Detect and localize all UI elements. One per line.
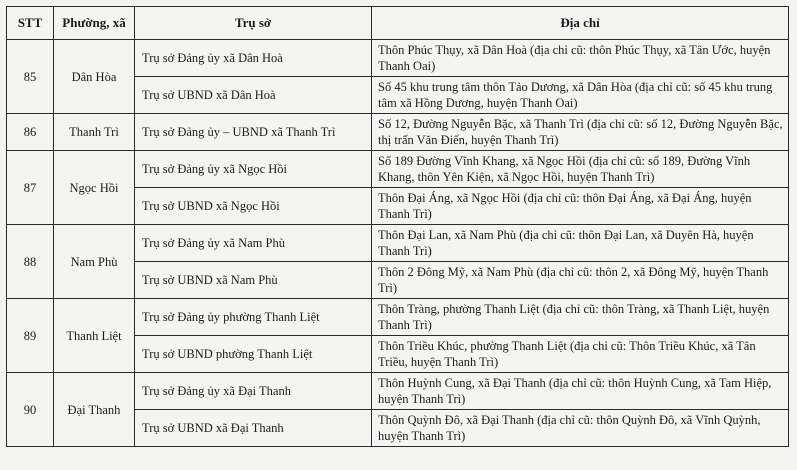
office-cell: Trụ sở Đảng ủy xã Dân Hoà [135,40,372,77]
stt-cell: 87 [7,151,54,225]
table-row [7,299,789,336]
office-cell: Trụ sở Đảng ủy – UBND xã Thanh Trì [135,114,372,151]
office-cell: Trụ sở UBND xã Nam Phù [135,262,372,299]
office-cell: Trụ sở UBND xã Dân Hoà [135,77,372,114]
address-cell: Thôn 2 Đông Mỹ, xã Nam Phù (địa chỉ cũ: thôn 2, xã Đông Mỹ, huyện Thanh Trì) [372,262,789,299]
office-cell: Trụ sở Đảng ủy phường Thanh Liệt [135,299,372,336]
address-cell: Số 12, Đường Nguyễn Bặc, xã Thanh Trì (địa chỉ cũ: số 12, Đường Nguyễn Bặc, thị trấn Văn Điển, huyện Thanh Trì) [372,114,789,151]
header-ward: Phường, xã [54,7,135,40]
address-cell: Thôn Quỳnh Đô, xã Đại Thanh (địa chỉ cũ: thôn Quỳnh Đô, xã Vĩnh Quỳnh, huyện Thanh Trì) [372,410,789,447]
stt-cell: 88 [7,225,54,299]
office-address-table [6,6,789,447]
office-cell: Trụ sở UBND xã Đại Thanh [135,410,372,447]
office-cell: Trụ sở Đảng ủy xã Ngọc Hồi [135,151,372,188]
address-cell: Thôn Đại Áng, xã Ngọc Hồi (địa chỉ cũ: thôn Đại Áng, xã Đại Áng, huyện Thanh Trì) [372,188,789,225]
address-cell: Số 189 Đường Vĩnh Khang, xã Ngọc Hồi (địa chỉ cũ: số 189, Đường Vĩnh Khang, thôn Yên Kiện, xã Ngọc Hồi, huyện Thanh Trì) [372,151,789,188]
address-cell: Thôn Đại Lan, xã Nam Phù (địa chỉ cũ: thôn Đại Lan, xã Duyên Hà, huyện Thanh Trì) [372,225,789,262]
header-address: Địa chỉ [372,7,789,40]
table-row [7,373,789,410]
table-row [7,151,789,188]
address-cell: Thôn Phúc Thụy, xã Dân Hoà (địa chỉ cũ: thôn Phúc Thụy, xã Tân Ước, huyện Thanh Oai) [372,40,789,77]
table-row [7,114,789,151]
table-row [7,40,789,77]
address-cell: Thôn Triều Khúc, phường Thanh Liệt (địa chỉ cũ: Thôn Triều Khúc, xã Tân Triều, huyện Thanh Trì) [372,336,789,373]
ward-cell: Thanh Liệt [54,299,135,373]
ward-cell: Dân Hòa [54,40,135,114]
stt-cell: 85 [7,40,54,114]
office-cell: Trụ sở UBND phường Thanh Liệt [135,336,372,373]
header-stt: STT [7,7,54,40]
address-cell: Thôn Huỳnh Cung, xã Đại Thanh (địa chỉ cũ: thôn Huỳnh Cung, xã Tam Hiệp, huyện Thanh Trì) [372,373,789,410]
ward-cell: Nam Phù [54,225,135,299]
office-cell: Trụ sở UBND xã Ngọc Hồi [135,188,372,225]
office-cell: Trụ sở Đảng ủy xã Nam Phù [135,225,372,262]
ward-cell: Thanh Trì [54,114,135,151]
office-cell: Trụ sở Đảng ủy xã Đại Thanh [135,373,372,410]
ward-cell: Đại Thanh [54,373,135,447]
stt-cell: 89 [7,299,54,373]
stt-cell: 90 [7,373,54,447]
table-header-row [7,7,789,40]
document-page [6,6,789,447]
address-cell: Thôn Tràng, phường Thanh Liệt (địa chỉ cũ: thôn Tràng, xã Thanh Liệt, huyện Thanh Trì) [372,299,789,336]
ward-cell: Ngọc Hồi [54,151,135,225]
table-row [7,225,789,262]
stt-cell: 86 [7,114,54,151]
header-office: Trụ sở [135,7,372,40]
address-cell: Số 45 khu trung tâm thôn Tảo Dương, xã Dân Hòa (địa chỉ cũ: số 45 khu trung tâm xã Hồng Dương, huyện Thanh Oai) [372,77,789,114]
